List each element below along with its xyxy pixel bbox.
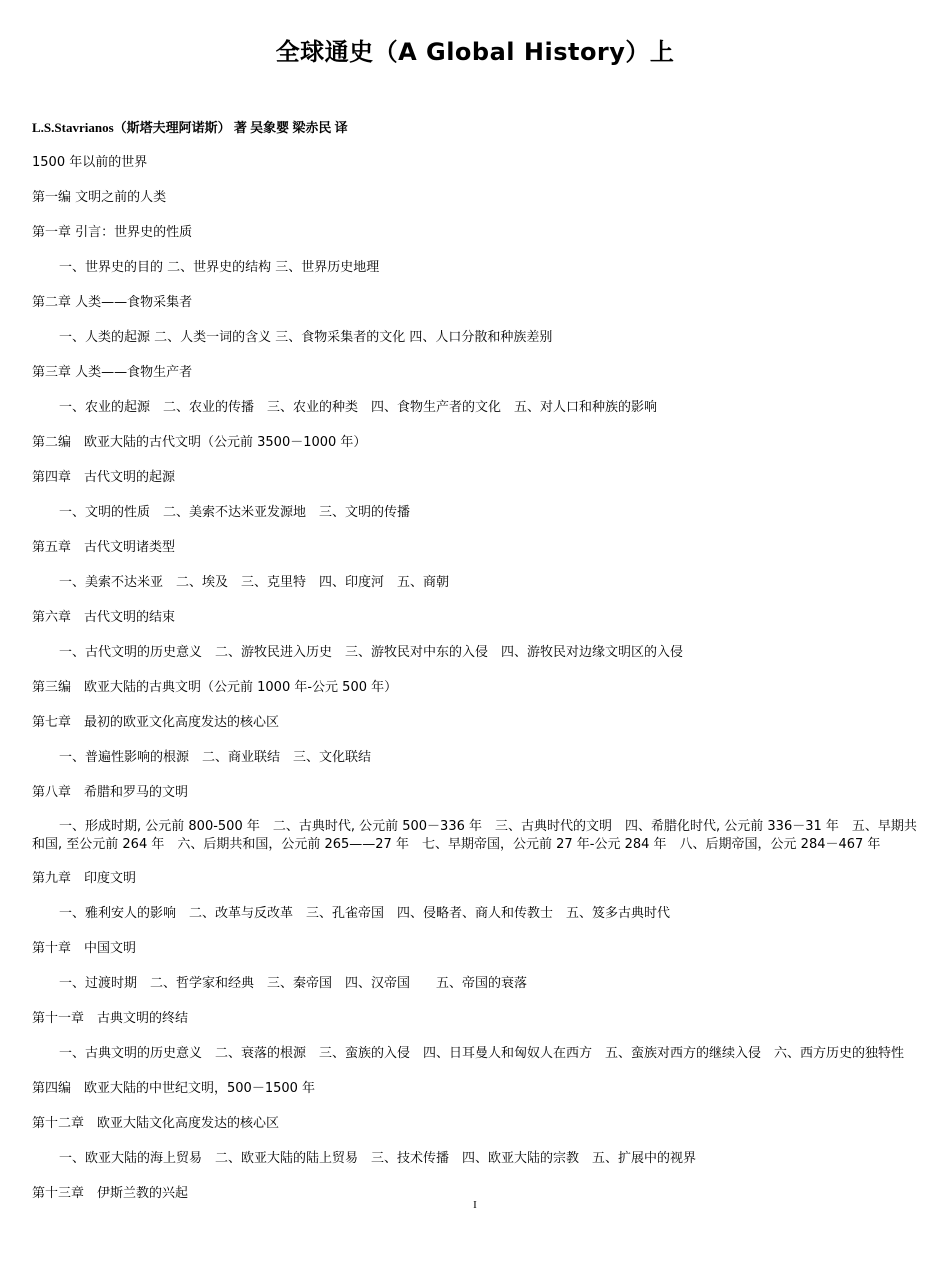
section-list: 一、普遍性影响的根源 二、商业联结 三、文化联结 bbox=[59, 750, 372, 765]
subtitle-line: 1500 年以前的世界 bbox=[32, 155, 148, 170]
section-list: 一、形成时期, 公元前 800-500 年 二、古典时代, 公元前 500－336 年 三、古典时代的文明 四、希腊化时代, 公元前 336－31 年 五、早期共和国, 至公元前 264 年 六、后期共和国，公元前 265——27 年 七、早期帝国，公元前 27 年-公元 284 年 八、后期帝国，公元 284－467 年 bbox=[32, 819, 917, 852]
section-list: 一、过渡时期 二、哲学家和经典 三、秦帝国 四、汉帝国 五、帝国的衰落 bbox=[59, 976, 528, 991]
section-list: 一、人类的起源 二、人类一词的含义 三、食物采集者的文化 四、人口分散和种族差别 bbox=[59, 330, 553, 345]
chapter-heading: 第三章 人类——食物生产者 bbox=[32, 365, 193, 380]
section-list: 一、雅利安人的影响 二、改革与反改革 三、孔雀帝国 四、侵略者、商人和传教士 五、笈多古典时代 bbox=[59, 906, 671, 921]
section-list: 一、美索不达米亚 二、埃及 三、克里特 四、印度河 五、商朝 bbox=[59, 575, 450, 590]
section-list: 一、欧亚大陆的海上贸易 二、欧亚大陆的陆上贸易 三、技术传播 四、欧亚大陆的宗教 五、扩展中的视界 bbox=[59, 1151, 697, 1166]
chapter-heading: 第二章 人类——食物采集者 bbox=[32, 295, 193, 310]
chapter-heading: 第十章 中国文明 bbox=[32, 941, 137, 956]
chapter-heading: 第六章 古代文明的结束 bbox=[32, 610, 176, 625]
section-list: 一、世界史的目的 二、世界史的结构 三、世界历史地理 bbox=[59, 260, 380, 275]
part-heading: 第一编 文明之前的人类 bbox=[32, 190, 167, 205]
page-title: 全球通史（A Global History）上 bbox=[275, 38, 675, 66]
document-body bbox=[32, 118, 924, 1219]
section-list: 一、农业的起源 二、农业的传播 三、农业的种类 四、食物生产者的文化 五、对人口和种族的影响 bbox=[59, 400, 658, 415]
chapter-heading: 第十二章 欧亚大陆文化高度发达的核心区 bbox=[32, 1116, 280, 1131]
chapter-heading: 第十三章 伊斯兰教的兴起 bbox=[32, 1186, 189, 1201]
chapter-heading: 第九章 印度文明 bbox=[32, 871, 137, 886]
part-heading: 第四编 欧亚大陆的中世纪文明，500－1500 年 bbox=[32, 1081, 316, 1096]
part-heading: 第二编 欧亚大陆的古代文明（公元前 3500－1000 年） bbox=[32, 435, 367, 450]
section-list: 一、文明的性质 二、美索不达米亚发源地 三、文明的传播 bbox=[59, 505, 411, 520]
chapter-heading: 第八章 希腊和罗马的文明 bbox=[32, 785, 189, 800]
chapter-heading: 第四章 古代文明的起源 bbox=[32, 470, 176, 485]
chapter-heading: 第十一章 古典文明的终结 bbox=[32, 1011, 189, 1026]
part-heading: 第三编 欧亚大陆的古典文明（公元前 1000 年-公元 500 年） bbox=[32, 680, 398, 695]
author-line: L.S.Stavrianos（斯塔夫理阿诺斯） 著 吴象婴 梁赤民 译 bbox=[32, 120, 348, 135]
section-list: 一、古代文明的历史意义 二、游牧民进入历史 三、游牧民对中东的入侵 四、游牧民对边缘文明区的入侵 bbox=[59, 645, 684, 660]
chapter-heading: 第一章 引言：世界史的性质 bbox=[32, 225, 193, 240]
section-list: 一、古典文明的历史意义 二、衰落的根源 三、蛮族的入侵 四、日耳曼人和匈奴人在西方 五、蛮族对西方的继续入侵 六、西方历史的独特性 bbox=[59, 1046, 905, 1061]
chapter-heading: 第七章 最初的欧亚文化高度发达的核心区 bbox=[32, 715, 280, 730]
chapter-heading: 第五章 古代文明诸类型 bbox=[32, 540, 176, 555]
page-number: I bbox=[473, 1199, 477, 1211]
